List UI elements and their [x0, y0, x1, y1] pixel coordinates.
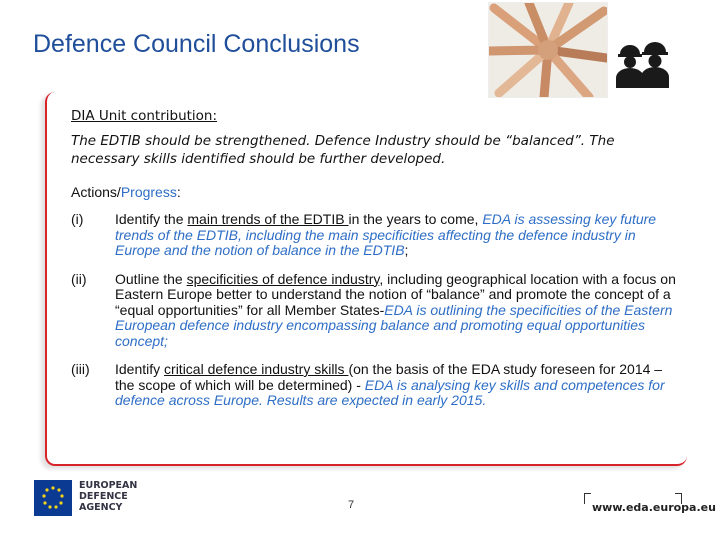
eda-logo: [34, 480, 164, 516]
item-number: (ii): [71, 270, 87, 287]
footer-url[interactable]: [584, 493, 716, 515]
list-item: [71, 212, 681, 259]
lead-statement: The EDTIB should be strengthened. Defence Industry should be “balanced”. The necessary skills identified should be further developed.: [71, 133, 615, 167]
bracket-left: [584, 493, 591, 504]
content-area: [71, 108, 681, 409]
url-text[interactable]: www.eda.europa.eu: [592, 501, 716, 514]
list-item: [71, 362, 681, 409]
item-number: (iii): [71, 361, 90, 377]
item-text: [115, 362, 681, 409]
item-underlined: critical defence industry skills: [164, 361, 349, 377]
item-underlined: main trends of the EDTIB: [187, 211, 349, 227]
section-heading: DIA Unit contribution:: [71, 108, 218, 124]
item-progress: EDA is outlining the specificities of the Eastern European defence industry encompassing balance and promoting equal opportunities concept;: [115, 301, 673, 349]
item-tail: ;: [404, 242, 409, 258]
item-progress: EDA is assessing key future trends of the EDTIB, including the main specificities affecting the defence industry in Europe and the notion of balance in the EDTIB: [115, 211, 657, 258]
item-post: , including geographical location with a focus on Eastern Europe better to understand the notion of “balance” and promote the concept of a “equal opportunities” for all Member States-: [115, 270, 676, 318]
workers-icon: [612, 40, 674, 88]
page-title: Defence Council Conclusions: [33, 30, 360, 58]
item-post: in the years to come,: [348, 211, 483, 227]
item-text: [115, 272, 681, 350]
eda-logo-text: EUROPEAN DEFENCE AGENCY: [79, 480, 138, 513]
item-pre: Identify the: [115, 211, 188, 227]
item-number: (i): [71, 211, 84, 227]
item-underlined: specificities of defence industry: [186, 270, 380, 287]
item-progress: EDA is analysing key skills and competences for defence across Europe. Results are expected in early 2015.: [115, 376, 665, 408]
item-text: [115, 212, 681, 259]
item-pre: Outline the: [115, 270, 187, 287]
actions-label: [71, 184, 681, 200]
actions-colon: :: [176, 184, 181, 200]
list-item: [71, 272, 681, 350]
item-pre: Identify: [115, 361, 165, 377]
page-number: 7: [348, 499, 355, 511]
item-post: (on the basis of the EDA study foreseen for 2014 – the scope of which will be determined) -: [115, 361, 663, 393]
progress-text: Progress: [120, 184, 177, 200]
eu-flag-icon: [34, 480, 72, 516]
actions-text: Actions/: [71, 184, 121, 200]
hands-together-photo: [488, 2, 608, 98]
